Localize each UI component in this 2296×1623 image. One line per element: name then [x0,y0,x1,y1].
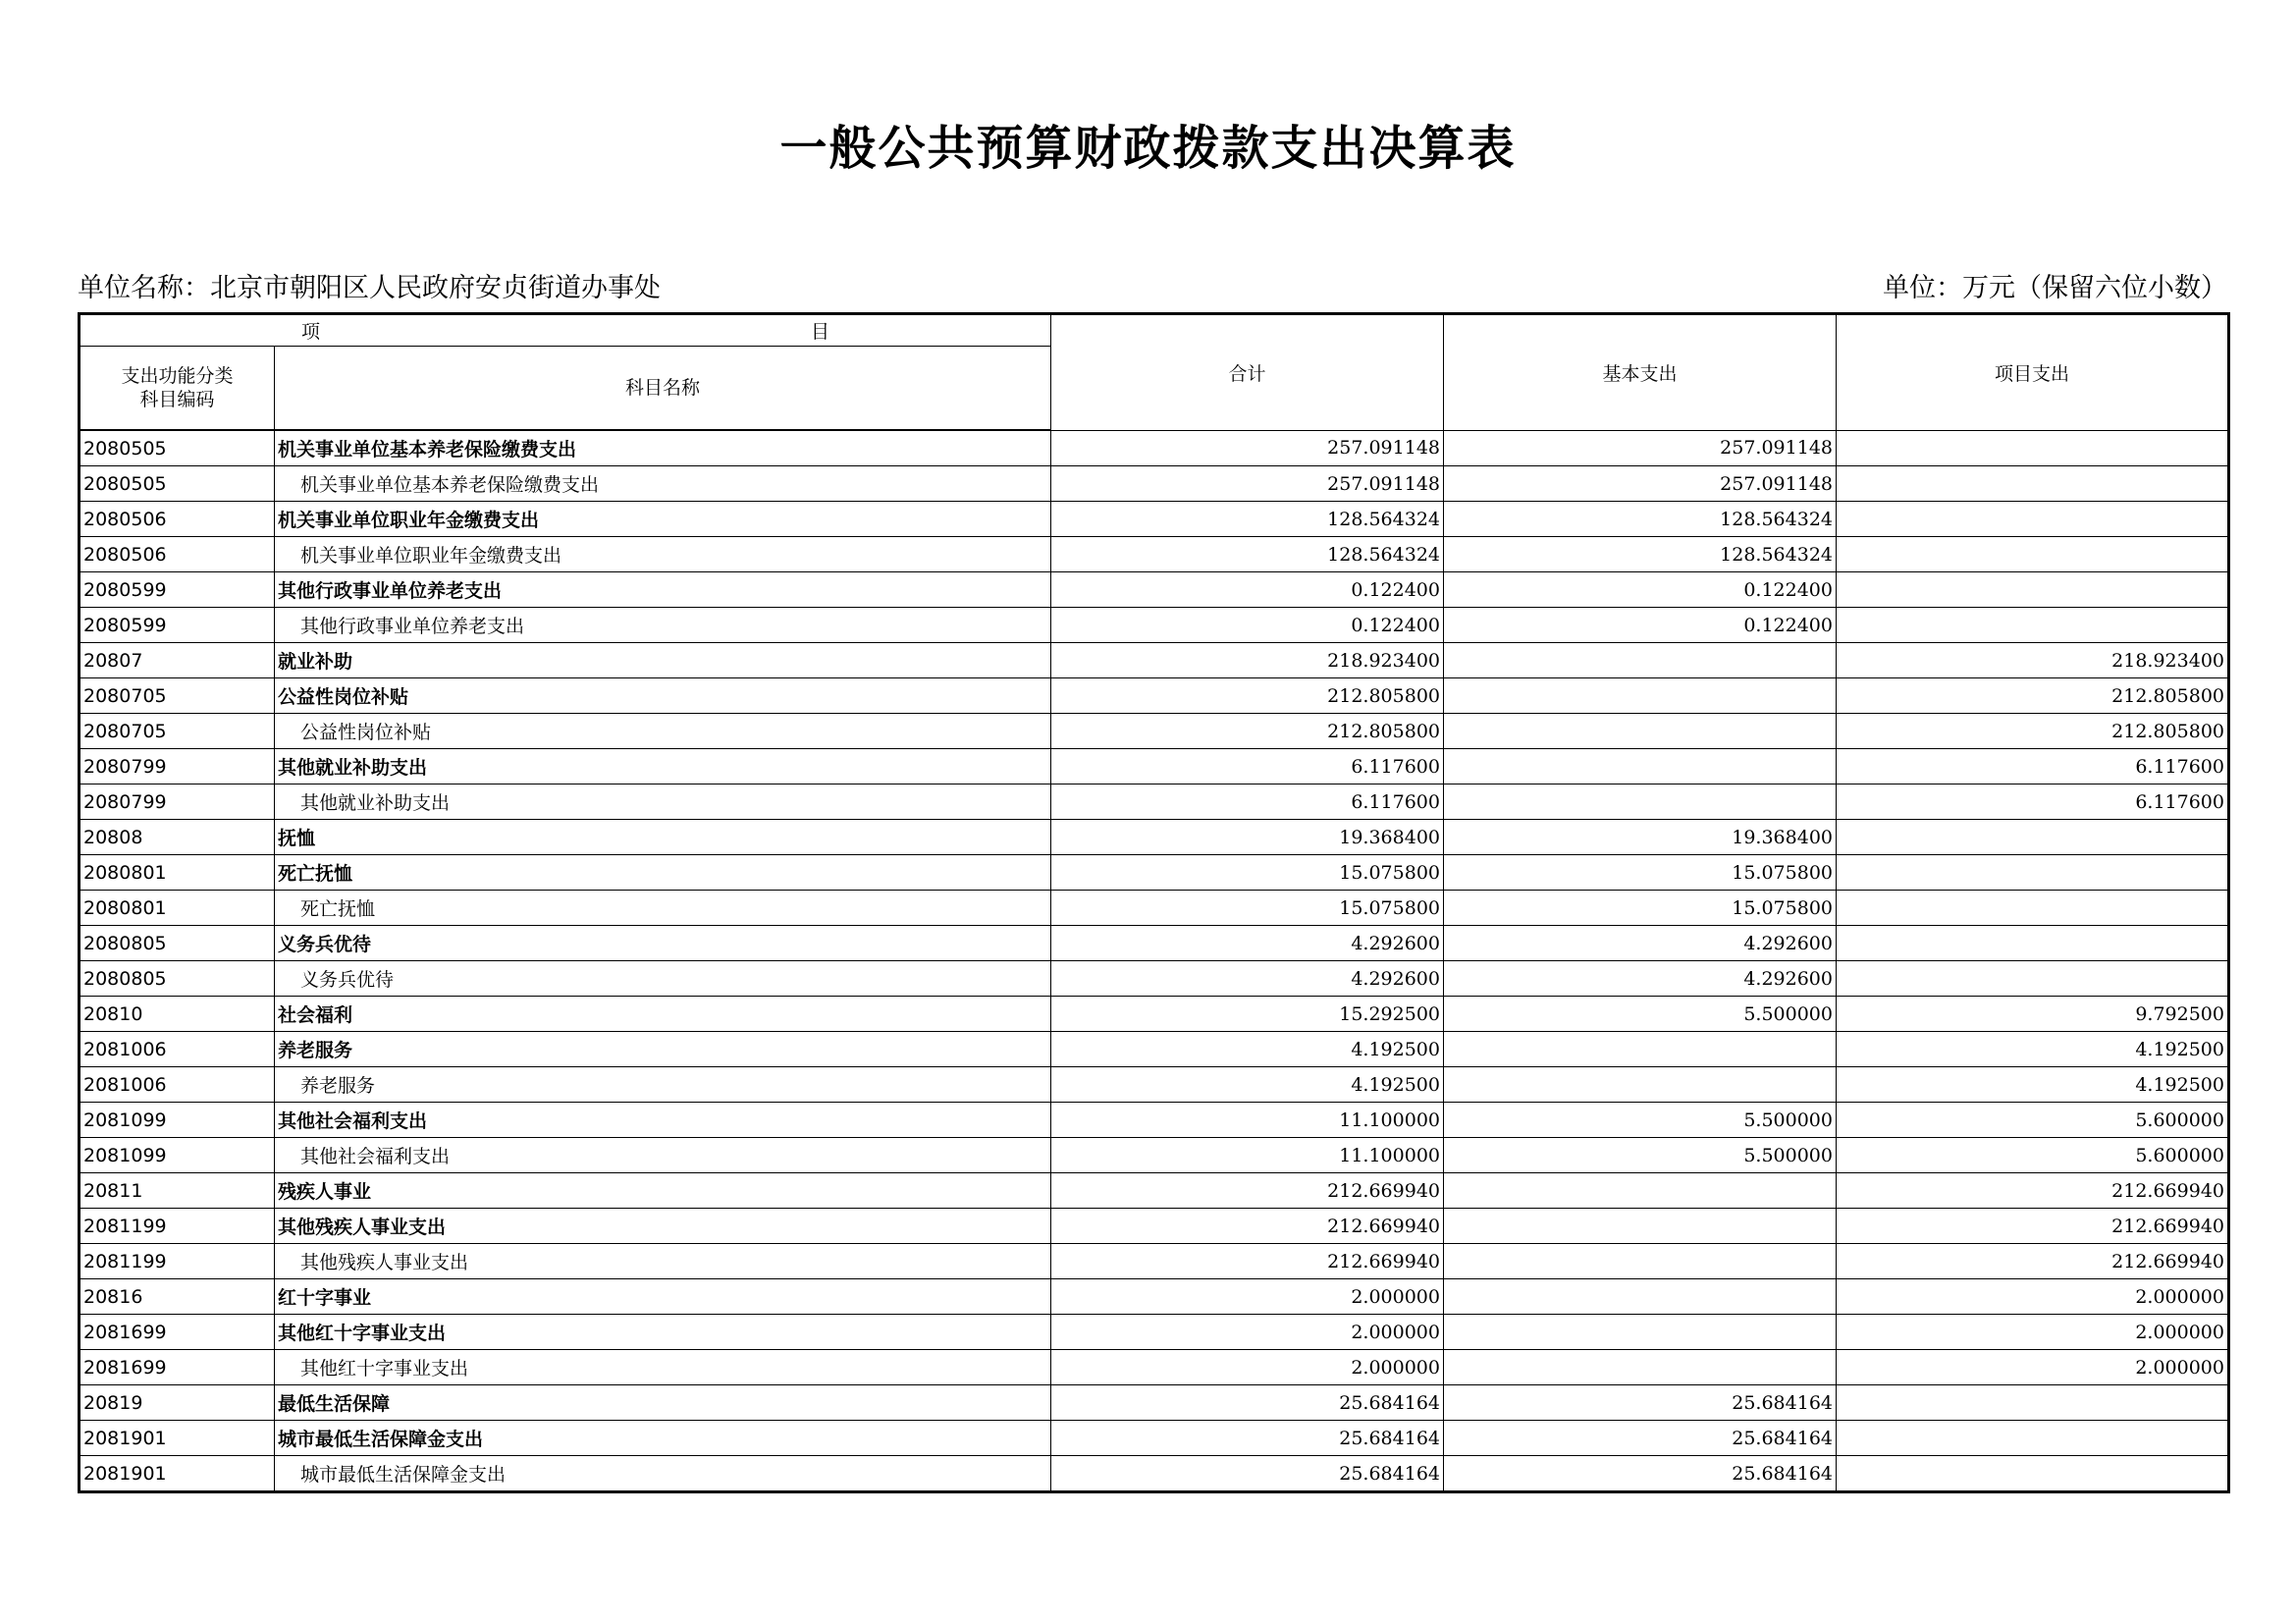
row-project [1837,502,2229,537]
row-total: 15.075800 [1051,891,1444,926]
row-code: 2081006 [80,1067,275,1103]
row-code: 2081099 [80,1103,275,1138]
table-row [80,1244,2229,1279]
row-name: 死亡抚恤 [275,891,1051,926]
row-code: 20810 [80,997,275,1032]
row-project: 212.805800 [1837,678,2229,714]
row-total: 11.100000 [1051,1138,1444,1173]
row-name: 最低生活保障 [275,1385,1051,1421]
row-code: 2081099 [80,1138,275,1173]
row-total: 25.684164 [1051,1385,1444,1421]
header-total: 合计 [1051,314,1444,431]
row-name: 公益性岗位补贴 [275,678,1051,714]
table-row [80,1421,2229,1456]
row-project: 2.000000 [1837,1279,2229,1315]
row-total: 6.117600 [1051,749,1444,784]
row-total: 0.122400 [1051,608,1444,643]
report-meta [78,266,2227,305]
row-name: 养老服务 [275,1032,1051,1067]
row-name: 义务兵优待 [275,926,1051,961]
row-code: 2080799 [80,749,275,784]
row-name: 机关事业单位职业年金缴费支出 [275,537,1051,572]
row-code: 2081006 [80,1032,275,1067]
row-basic: 5.500000 [1444,1103,1837,1138]
table-row [80,572,2229,608]
header-code-line1: 支出功能分类 [121,365,234,387]
row-project: 6.117600 [1837,784,2229,820]
row-project [1837,466,2229,502]
row-name: 其他行政事业单位养老支出 [275,608,1051,643]
table-row [80,997,2229,1032]
row-name: 机关事业单位基本养老保险缴费支出 [275,466,1051,502]
row-basic: 4.292600 [1444,961,1837,997]
row-total: 2.000000 [1051,1315,1444,1350]
row-code: 2080599 [80,608,275,643]
row-basic [1444,749,1837,784]
row-code: 20819 [80,1385,275,1421]
table-row [80,1385,2229,1421]
row-project [1837,1421,2229,1456]
row-total: 25.684164 [1051,1421,1444,1456]
row-basic: 0.122400 [1444,572,1837,608]
row-project: 5.600000 [1837,1138,2229,1173]
row-total: 0.122400 [1051,572,1444,608]
row-basic [1444,1067,1837,1103]
row-project [1837,820,2229,855]
row-code: 2080506 [80,537,275,572]
expenditure-table [78,312,2230,1493]
row-project [1837,430,2229,466]
table-row [80,1138,2229,1173]
row-total: 212.669940 [1051,1244,1444,1279]
row-basic: 5.500000 [1444,997,1837,1032]
table-row [80,714,2229,749]
row-total: 212.669940 [1051,1173,1444,1209]
row-project [1837,608,2229,643]
row-code: 20807 [80,643,275,678]
row-basic: 25.684164 [1444,1421,1837,1456]
row-project [1837,855,2229,891]
row-basic [1444,1173,1837,1209]
table-row [80,537,2229,572]
row-total: 128.564324 [1051,502,1444,537]
row-basic [1444,1032,1837,1067]
header-item-left: 项 [300,321,320,343]
row-name: 城市最低生活保障金支出 [275,1421,1051,1456]
row-project [1837,1385,2229,1421]
row-name: 养老服务 [275,1067,1051,1103]
row-name: 就业补助 [275,643,1051,678]
row-code: 2080799 [80,784,275,820]
table-row [80,1279,2229,1315]
table-header [80,314,2229,431]
row-basic: 25.684164 [1444,1456,1837,1492]
table-row [80,678,2229,714]
row-total: 4.292600 [1051,961,1444,997]
row-project [1837,926,2229,961]
table-row [80,430,2229,466]
row-basic: 4.292600 [1444,926,1837,961]
row-total: 15.292500 [1051,997,1444,1032]
row-basic [1444,643,1837,678]
header-code-line2: 科目编码 [139,389,215,410]
row-code: 2081901 [80,1421,275,1456]
row-total: 128.564324 [1051,537,1444,572]
row-project [1837,961,2229,997]
row-total: 218.923400 [1051,643,1444,678]
row-name: 其他社会福利支出 [275,1138,1051,1173]
table-row [80,1032,2229,1067]
row-name: 其他就业补助支出 [275,749,1051,784]
row-total: 19.368400 [1051,820,1444,855]
row-name: 其他残疾人事业支出 [275,1244,1051,1279]
row-basic [1444,1209,1837,1244]
table-row [80,749,2229,784]
row-basic: 5.500000 [1444,1138,1837,1173]
row-project: 6.117600 [1837,749,2229,784]
table-row [80,643,2229,678]
row-basic [1444,784,1837,820]
row-total: 2.000000 [1051,1279,1444,1315]
table-row [80,466,2229,502]
row-name: 城市最低生活保障金支出 [275,1456,1051,1492]
row-code: 2080805 [80,926,275,961]
row-basic: 257.091148 [1444,430,1837,466]
row-name: 社会福利 [275,997,1051,1032]
table-row [80,891,2229,926]
row-name: 其他红十字事业支出 [275,1315,1051,1350]
table-row [80,855,2229,891]
row-project [1837,572,2229,608]
row-code: 2080599 [80,572,275,608]
row-code: 2080801 [80,855,275,891]
row-code: 2081199 [80,1209,275,1244]
row-name: 公益性岗位补贴 [275,714,1051,749]
row-name: 义务兵优待 [275,961,1051,997]
header-code [80,347,275,431]
row-total: 212.805800 [1051,714,1444,749]
row-total: 212.805800 [1051,678,1444,714]
row-basic [1444,678,1837,714]
row-project: 4.192500 [1837,1067,2229,1103]
row-project: 212.669940 [1837,1244,2229,1279]
table-body [80,430,2229,1492]
row-code: 20811 [80,1173,275,1209]
row-project: 2.000000 [1837,1315,2229,1350]
row-code: 20816 [80,1279,275,1315]
header-basic: 基本支出 [1444,314,1837,431]
row-project: 2.000000 [1837,1350,2229,1385]
row-name: 其他行政事业单位养老支出 [275,572,1051,608]
row-name: 抚恤 [275,820,1051,855]
table-row [80,1456,2229,1492]
row-basic [1444,1279,1837,1315]
unit-name-label: 单位名称：北京市朝阳区人民政府安贞街道办事处 [78,273,661,303]
currency-unit-label: 单位：万元（保留六位小数） [1883,273,2227,303]
row-code: 2080505 [80,466,275,502]
row-name: 其他就业补助支出 [275,784,1051,820]
row-name: 红十字事业 [275,1279,1051,1315]
row-total: 257.091148 [1051,430,1444,466]
row-code: 2081199 [80,1244,275,1279]
row-code: 2081699 [80,1315,275,1350]
table-row [80,502,2229,537]
row-project: 4.192500 [1837,1032,2229,1067]
row-code: 2081901 [80,1456,275,1492]
row-total: 2.000000 [1051,1350,1444,1385]
row-name: 其他社会福利支出 [275,1103,1051,1138]
header-name: 科目名称 [275,347,1051,431]
row-code: 2080506 [80,502,275,537]
table-row [80,926,2229,961]
row-basic: 128.564324 [1444,502,1837,537]
row-code: 2080705 [80,678,275,714]
header-item [80,314,1051,347]
row-name: 机关事业单位职业年金缴费支出 [275,502,1051,537]
row-basic: 19.368400 [1444,820,1837,855]
row-total: 4.292600 [1051,926,1444,961]
table-row [80,1209,2229,1244]
row-basic: 257.091148 [1444,466,1837,502]
row-basic: 15.075800 [1444,855,1837,891]
row-basic: 25.684164 [1444,1385,1837,1421]
table-row [80,608,2229,643]
row-code: 20808 [80,820,275,855]
row-name: 其他红十字事业支出 [275,1350,1051,1385]
table-row [80,1173,2229,1209]
table-row [80,1315,2229,1350]
row-project [1837,537,2229,572]
row-total: 6.117600 [1051,784,1444,820]
row-project [1837,891,2229,926]
row-project: 5.600000 [1837,1103,2229,1138]
row-total: 257.091148 [1051,466,1444,502]
row-project: 212.669940 [1837,1209,2229,1244]
row-total: 25.684164 [1051,1456,1444,1492]
table-row [80,784,2229,820]
row-project: 218.923400 [1837,643,2229,678]
row-project: 9.792500 [1837,997,2229,1032]
row-total: 4.192500 [1051,1032,1444,1067]
row-basic: 15.075800 [1444,891,1837,926]
row-basic [1444,1350,1837,1385]
row-project: 212.805800 [1837,714,2229,749]
row-name: 残疾人事业 [275,1173,1051,1209]
row-total: 4.192500 [1051,1067,1444,1103]
row-basic [1444,714,1837,749]
row-code: 2080705 [80,714,275,749]
page-title: 一般公共预算财政拨款支出决算表 [779,121,1517,176]
row-basic [1444,1315,1837,1350]
row-basic: 0.122400 [1444,608,1837,643]
row-code: 2080801 [80,891,275,926]
row-name: 死亡抚恤 [275,855,1051,891]
row-project: 212.669940 [1837,1173,2229,1209]
table-row [80,1350,2229,1385]
row-code: 2081699 [80,1350,275,1385]
row-code: 2080805 [80,961,275,997]
row-total: 11.100000 [1051,1103,1444,1138]
row-name: 机关事业单位基本养老保险缴费支出 [275,430,1051,466]
row-name: 其他残疾人事业支出 [275,1209,1051,1244]
row-code: 2080505 [80,430,275,466]
row-basic: 128.564324 [1444,537,1837,572]
header-project: 项目支出 [1837,314,2229,431]
row-total: 212.669940 [1051,1209,1444,1244]
table-row [80,1103,2229,1138]
table-row [80,1067,2229,1103]
table-row [80,961,2229,997]
row-total: 15.075800 [1051,855,1444,891]
row-basic [1444,1244,1837,1279]
row-project [1837,1456,2229,1492]
table-row [80,820,2229,855]
header-item-right: 目 [811,321,830,343]
